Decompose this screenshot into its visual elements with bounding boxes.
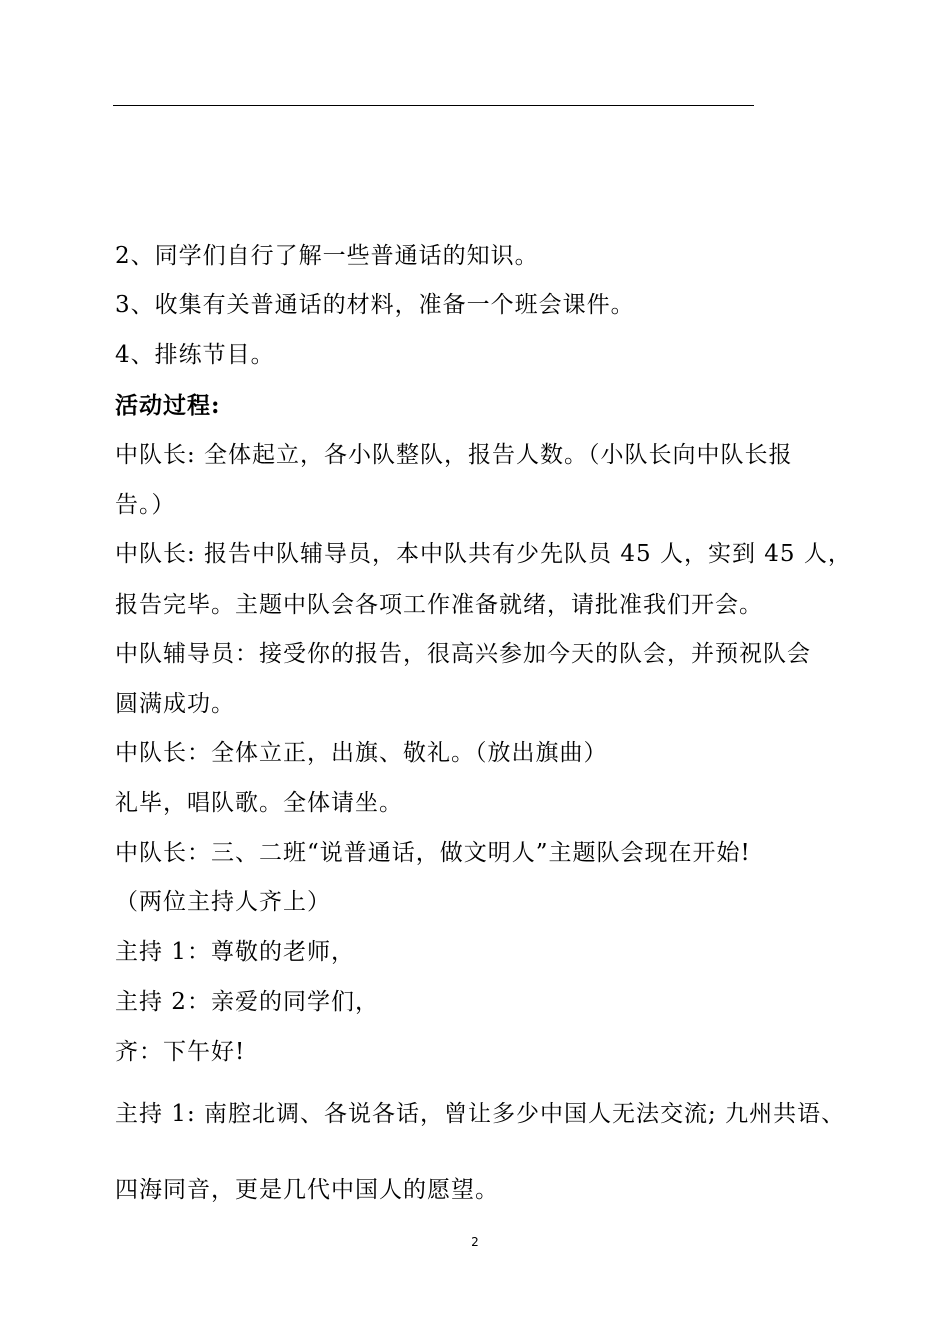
text-line: 中队长：全体立正，出旗、敬礼。（放出旗曲） — [115, 740, 608, 766]
page-number: 2 — [471, 1235, 479, 1249]
text-line: 主持 2：亲爱的同学们， — [115, 989, 379, 1015]
text-line: 4、排练节目。 — [115, 342, 275, 368]
text-line: 礼毕，唱队歌。全体请坐。 — [115, 790, 403, 816]
text-line: 中队长: 报告中队辅导员，本中队共有少先队员 45 人，实到 45 人， — [115, 541, 852, 567]
text-line: 圆满成功。 — [115, 691, 235, 717]
text-line: 四海同音，更是几代中国人的愿望。 — [115, 1177, 499, 1203]
text-line: 中队长: 全体起立，各小队整队，报告人数。（小队长向中队长报 — [115, 442, 793, 468]
text-line: 3、收集有关普通话的材料，准备一个班会课件。 — [115, 292, 635, 318]
text-line: 2、同学们自行了解一些普通话的知识。 — [115, 243, 539, 269]
text-line: 主持 1: 南腔北调、各说各话，曾让多少中国人无法交流; 九州共语、 — [115, 1101, 846, 1127]
text-line: 告。） — [115, 492, 176, 518]
text-line: 中队辅导员：接受你的报告，很高兴参加今天的队会，并预祝队会 — [115, 641, 811, 667]
text-line: 中队长：三、二班“说普通话，做文明人”主题队会现在开始! — [115, 840, 751, 866]
header-rule — [113, 105, 754, 106]
text-line: 报告完毕。主题中队会各项工作准备就绪，请批准我们开会。 — [115, 592, 763, 618]
text-line: （两位主持人齐上） — [115, 889, 331, 915]
section-heading: 活动过程: — [115, 392, 221, 419]
text-line: 齐：下午好! — [115, 1039, 246, 1065]
text-line: 主持 1：尊敬的老师， — [115, 939, 355, 965]
